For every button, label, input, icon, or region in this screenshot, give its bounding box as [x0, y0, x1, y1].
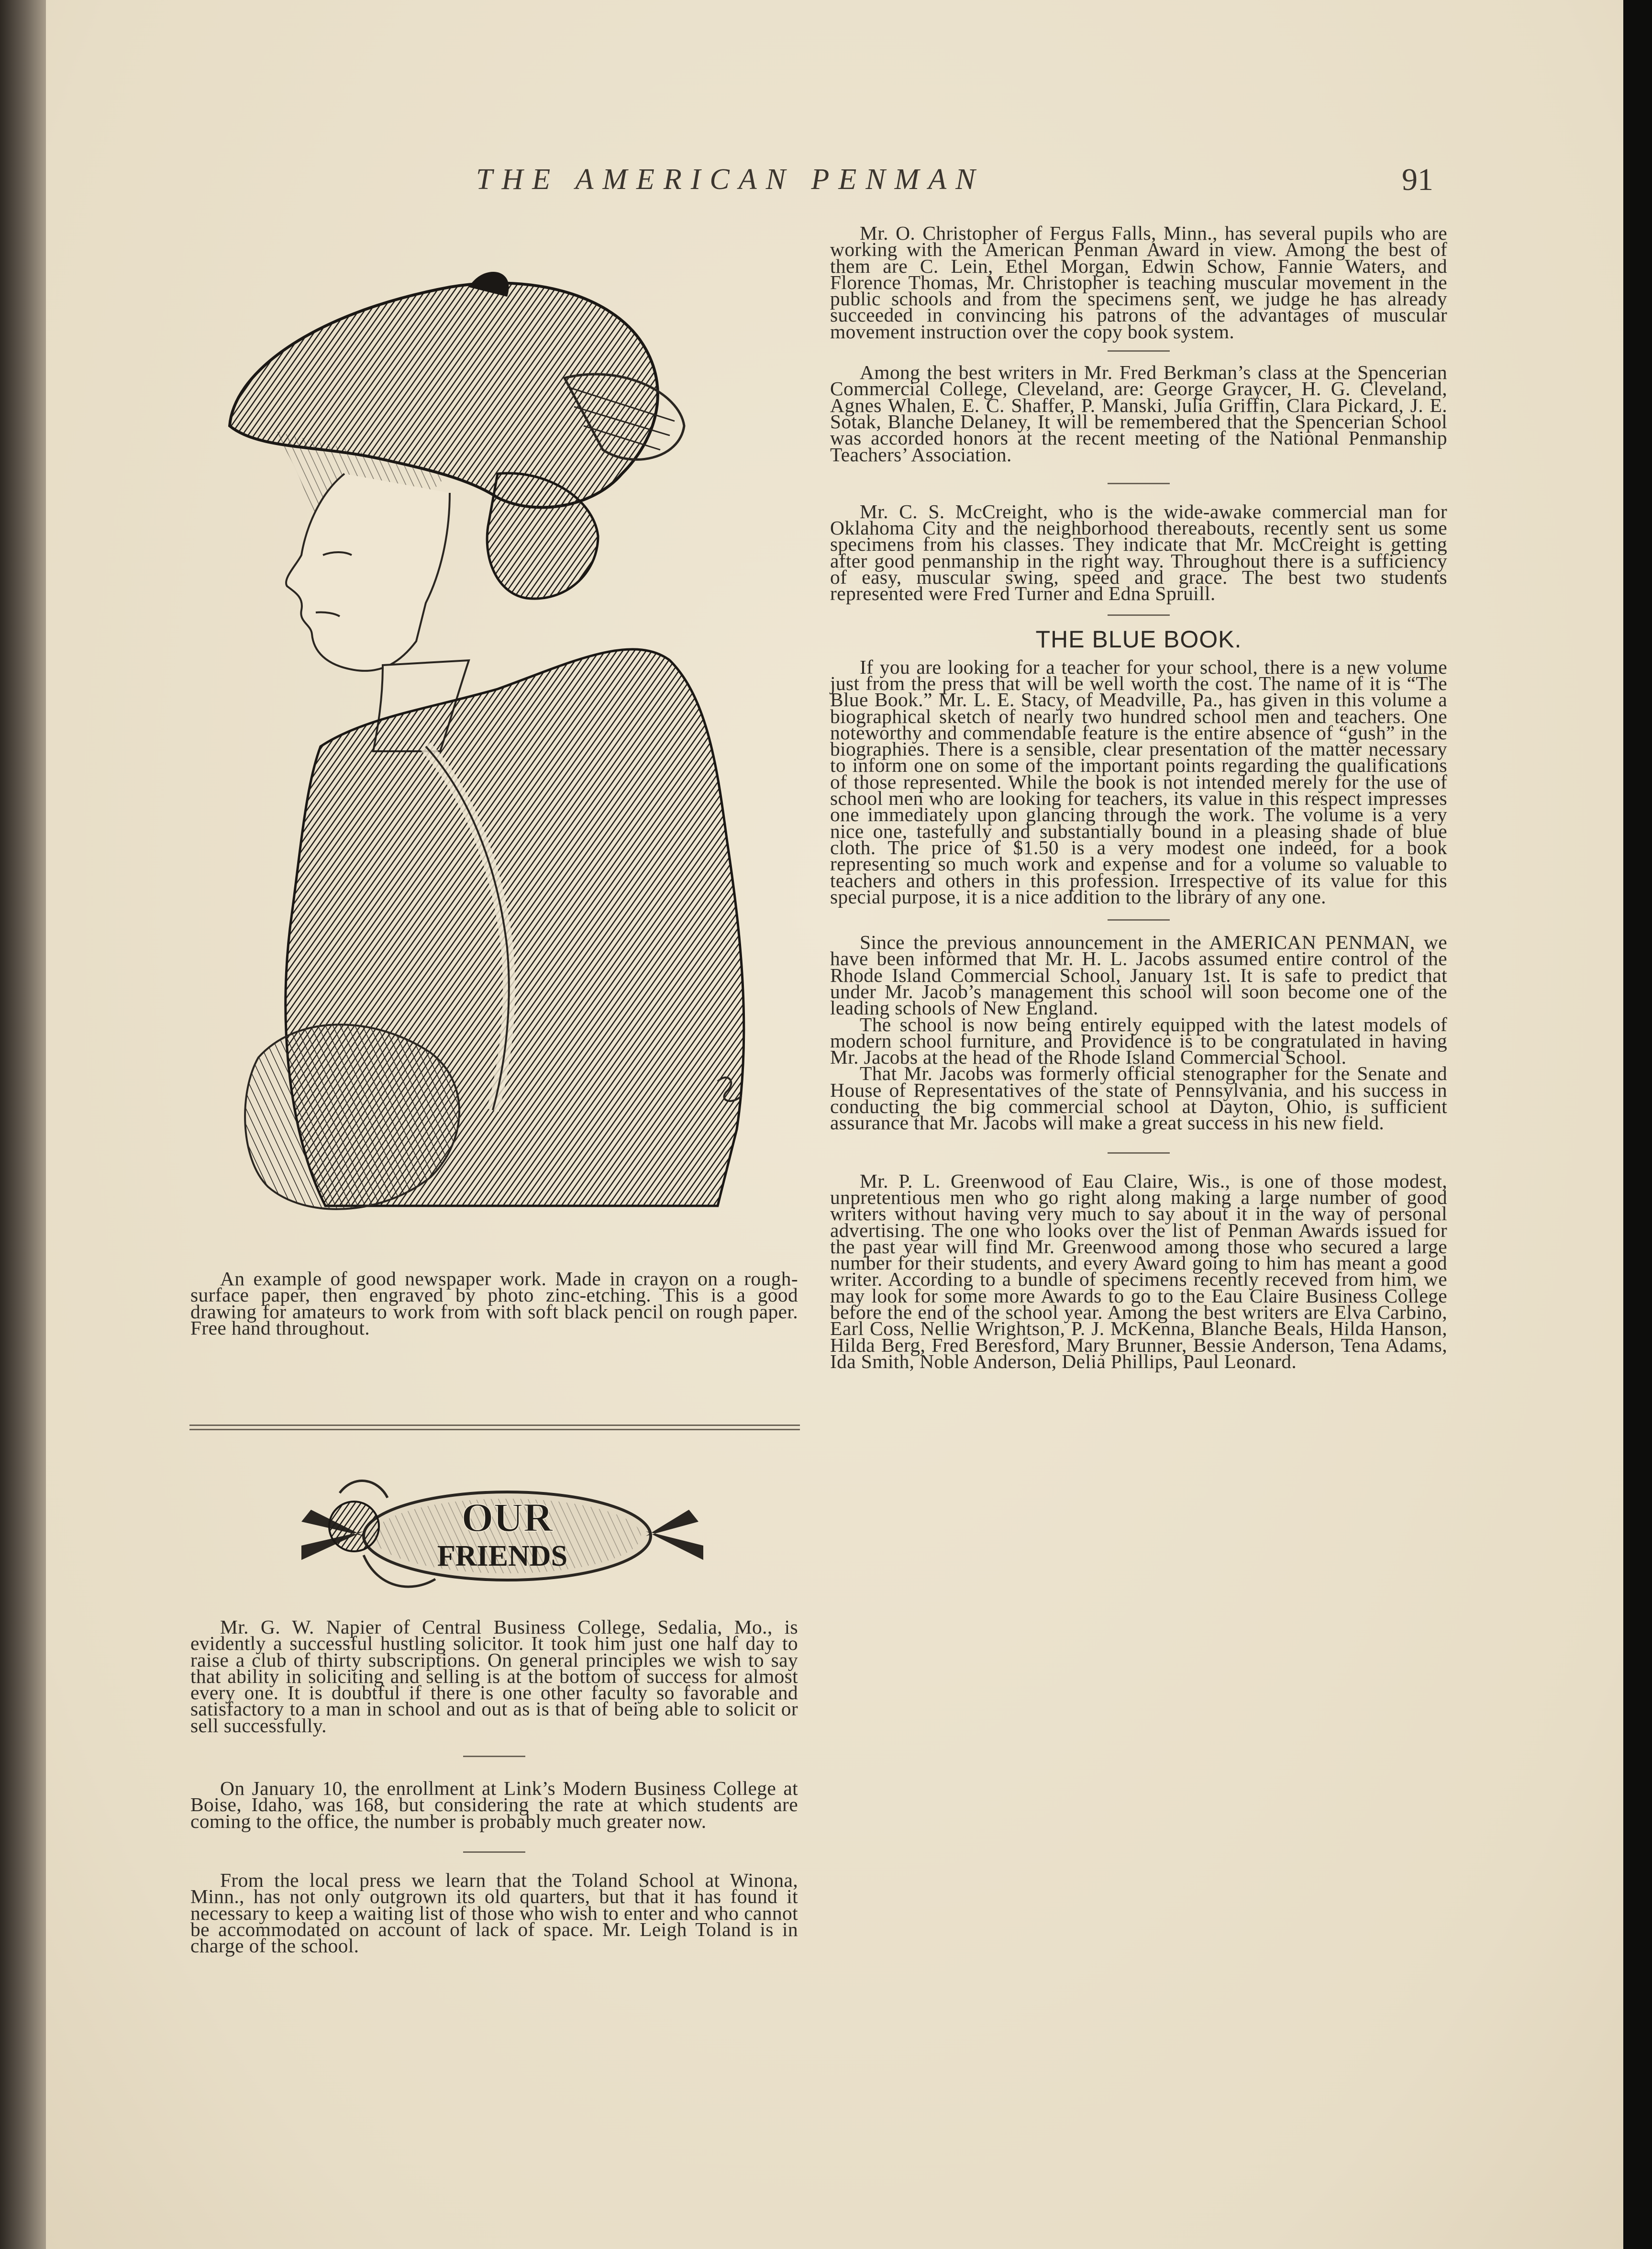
- article-jacobs-3: That Mr. Jacobs was formerly official stenographer for the Senate and House of Representatives of the state of Pennsylvania, and his success in conducting the big commercial school at Dayton, Ohio, is sufficient assurance that Mr. Jacobs will make a great success in his new field.: [830, 1062, 1447, 1134]
- article-jacobs-1: Since the previous announcement in the AMERICAN PENMAN, we have been informed that Mr. H. L. Jacobs assumed entire control of the Rhode Island Commercial School, January 1st. It is safe to predict that under Mr. Jacob’s management this school will soon become one of the leading schools of New England.: [830, 931, 1447, 1019]
- article-berkman: Among the best writers in Mr. Fred Berkman’s class at the Spencerian Commercial College, Cleveland, are: George Graycer, H. G. Cleveland, Agnes Whalen, E. C. Shaffer, P. Manski, Julia Griffin, Clara Pickard, J. E. Sotak, Blanche Delaney, It will be remembered that the Spencerian School was accorded honors at the recent meeting of the National Penmanship Teachers’ Association.: [830, 361, 1447, 466]
- blue-book-heading: THE BLUE BOOK.: [1035, 625, 1242, 653]
- running-title: THE AMERICAN PENMAN: [476, 163, 985, 196]
- article-toland-school: From the local press we learn that the Toland School at Winona, Minn., has not only outgrown its old quarters, but that it has found it necessary to keep a waiting list of those who wish to enter and who cannot be accommodated on account of lack of space. Mr. Leigh Toland is in charge of the school.: [190, 1869, 798, 1957]
- scan-background-edge: [1623, 0, 1652, 2249]
- our-friends-ornament-icon: [282, 1464, 703, 1603]
- article-blue-book: If you are looking for a teacher for your school, there is a new volume just from the press that will be well worth the cost. The name of it is “The Blue Book.” Mr. L. E. Stacy, of Meadville, Pa., has given in this volume a biographical sketch of nearly two hundred school men and teachers. One noteworthy and commendable feature is the entire absence of “gush” in the biographies. There is a sensible, clear presentation of the matter necessary to inform one on some of the important points regarding the qualifications of those represented. While the book is not intended merely for the use of school men who are looking for teachers, its value in this respect impresses one immediately upon glancing through the work. The volume is a very nice one, tastefully and substantially bound in a pleasing shade of blue cloth. The price of $1.50 is a very modest one indeed, for a book representing so much work and expense and for a volume so valuable to teachers and others in this profession. Irrespective of its value for this special purpose, it is a nice addition to the library of any one.: [830, 656, 1447, 908]
- article-link-college: On January 10, the enrollment at Link’s Modern Business College at Boise, Idaho, was 168, but considering the rate at which students are coming to the office, the number is probably much greater now.: [190, 1777, 798, 1832]
- ornament-word-our: OUR: [461, 1494, 553, 1540]
- left-column-articles: [190, 1616, 798, 1957]
- illustration-caption: An example of good newspaper work. Made in crayon on a rough-surface paper, then engraved by photo zinc-etching. This is a good drawing for amateurs to work from with soft black pencil on rough paper. Free hand throughout.: [190, 1268, 798, 1339]
- portrait-sketch-woman-in-hat-icon: [201, 268, 794, 1249]
- section-double-rule: [189, 1425, 800, 1430]
- article-jacobs-2: The school is now being entirely equipped with the latest models of modern school furniture, and Providence is to be congratulated in having Mr. Jacobs at the head of the Rhode Island Commercial School.: [830, 1013, 1447, 1069]
- article-mccreight: Mr. C. S. McCreight, who is the wide-awake commercial man for Oklahoma City and the neighborhood thereabouts, recently sent us some specimens from his classes. They indicate that Mr. McCreight is getting after good penmanship in the right way. Throughout there is a sufficiency of easy, muscular swing, speed and grace. The best two students represented were Fred Turner and Edna Spruill.: [830, 500, 1447, 605]
- article-christopher: Mr. O. Christopher of Fergus Falls, Minn., has several pupils who are working with the American Penman Award in view. Among the best of them are C. Lein, Ethel Morgan, Edwin Schow, Fannie Waters, and Florence Thomas, Mr. Christopher is teaching muscular movement in the public schools and from the specimens sent, we judge he has already succeeded in convincing his patrons of the advantages of muscular movement instruction over the copy book system.: [830, 222, 1447, 343]
- article-greenwood: Mr. P. L. Greenwood of Eau Claire, Wis., is one of those modest, unpretentious men who go right along making a large number of good writers without having very much to say about it in the way of personal advertising. The one who looks over the list of Penman Awards issued for the past year will find Mr. Greenwood among those who secured a large number for their students, and every Award going to him has meant a good writer. According to a bundle of specimens recently receved from him, we may look for some more Awards to go to the Eau Claire Business College before the end of the school year. Among the best writers are Elva Carbino, Earl Coss, Nellie Wrightson, P. J. McKenna, Blanche Beals, Hilda Hanson, Hilda Berg, Fred Beresford, Mary Brunner, Bessie Anderson, Tena Adams, Ida Smith, Noble Anderson, Delia Phillips, Paul Leonard.: [830, 1169, 1447, 1372]
- right-column-articles: [830, 222, 1447, 1372]
- book-binding-edge: [0, 0, 46, 2249]
- ornament-word-friends: FRIENDS: [437, 1540, 568, 1572]
- page-number: 91: [1402, 162, 1433, 197]
- article-napier: Mr. G. W. Napier of Central Business College, Sedalia, Mo., is evidently a successful hustling solicitor. It took him just one half day to raise a club of thirty subscriptions. On general principles we wish to say that ability in soliciting and selling is at the bottom of success for almost every one. It is doubtful if there is one other faculty so favorable and satisfactory to a man in school and out as is that of being able to solicit or sell successfully.: [190, 1616, 798, 1737]
